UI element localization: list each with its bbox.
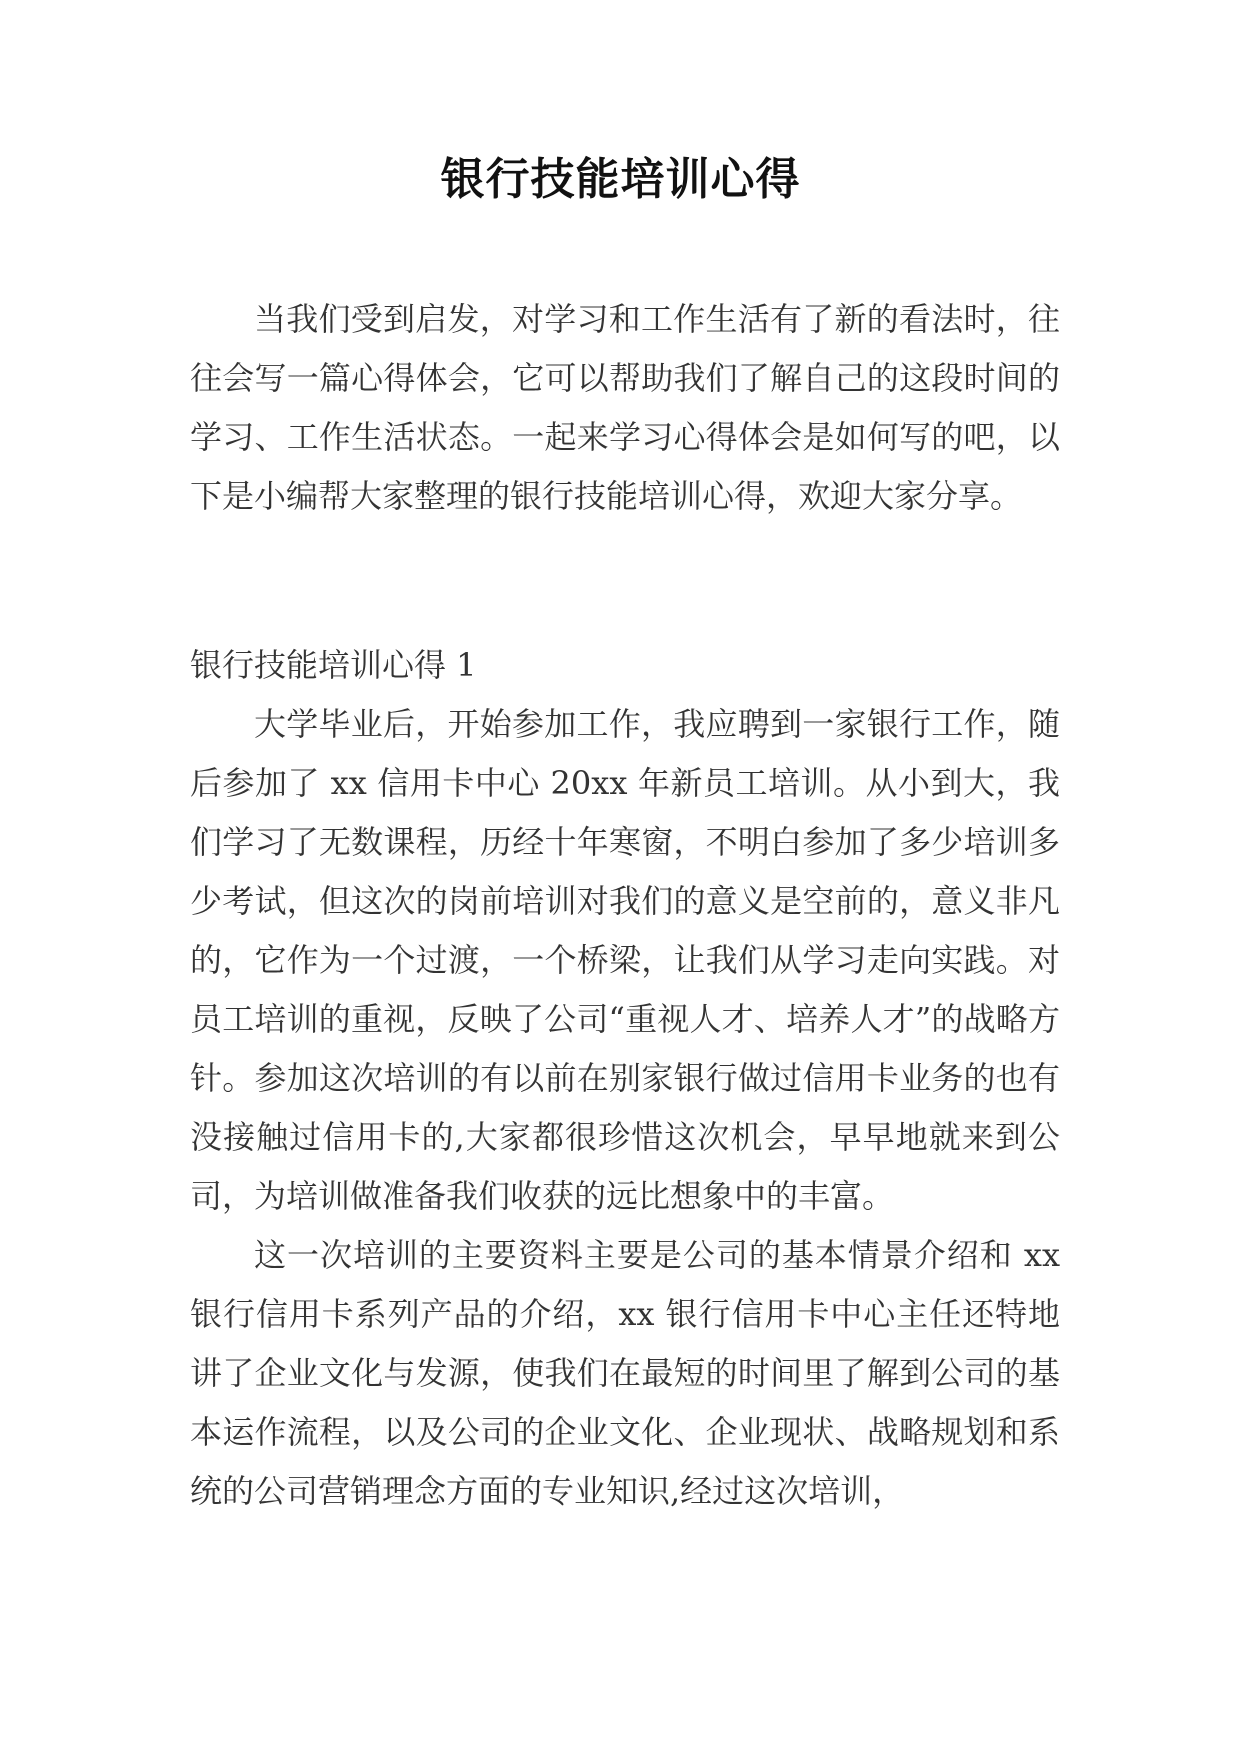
intro-paragraph: 当我们受到启发，对学习和工作生活有了新的看法时，往往会写一篇心得体会，它可以帮助我们了解自己的这段时间的学习、工作生活状态。一起来学习心得体会是如何写的吧，以下是小编帮大家整理的银行技能培训心得，欢迎大家分享。 bbox=[190, 300, 1060, 515]
section-paragraph-2: 这一次培训的主要资料主要是公司的基本情景介绍和 xx 银行信用卡系列产品的介绍，xx 银行信用卡中心主任还特地讲了企业文化与发源，使我们在最短的时间里了解到公司的基本运作流程，以及公司的企业文化、企业现状、战略规划和系统的公司营销理念方面的专业知识,经过这次培训， bbox=[190, 1236, 1060, 1510]
section-paragraph-1: 大学毕业后，开始参加工作，我应聘到一家银行工作，随后参加了 xx 信用卡中心 20xx 年新员工培训。从小到大，我们学习了无数课程，历经十年寒窗，不明白参加了多少培训多少考试，但这次的岗前培训对我们的意义是空前的，意义非凡的，它作为一个过渡，一个桥梁，让我们从学习走向实践。对员工培训的重视，反映了公司“重视人才、培养人才”的战略方针。参加这次培训的有以前在别家银行做过信用卡业务的也有没接触过信用卡的,大家都很珍惜这次机会，早早地就来到公司，为培训做准备我们收获的远比想象中的丰富。 bbox=[190, 705, 1060, 1215]
section-heading: 银行技能培训心得 1 bbox=[190, 646, 477, 684]
section-1 bbox=[190, 636, 1060, 1521]
document-title: 银行技能培训心得 bbox=[440, 154, 801, 205]
intro-section bbox=[190, 290, 1060, 526]
